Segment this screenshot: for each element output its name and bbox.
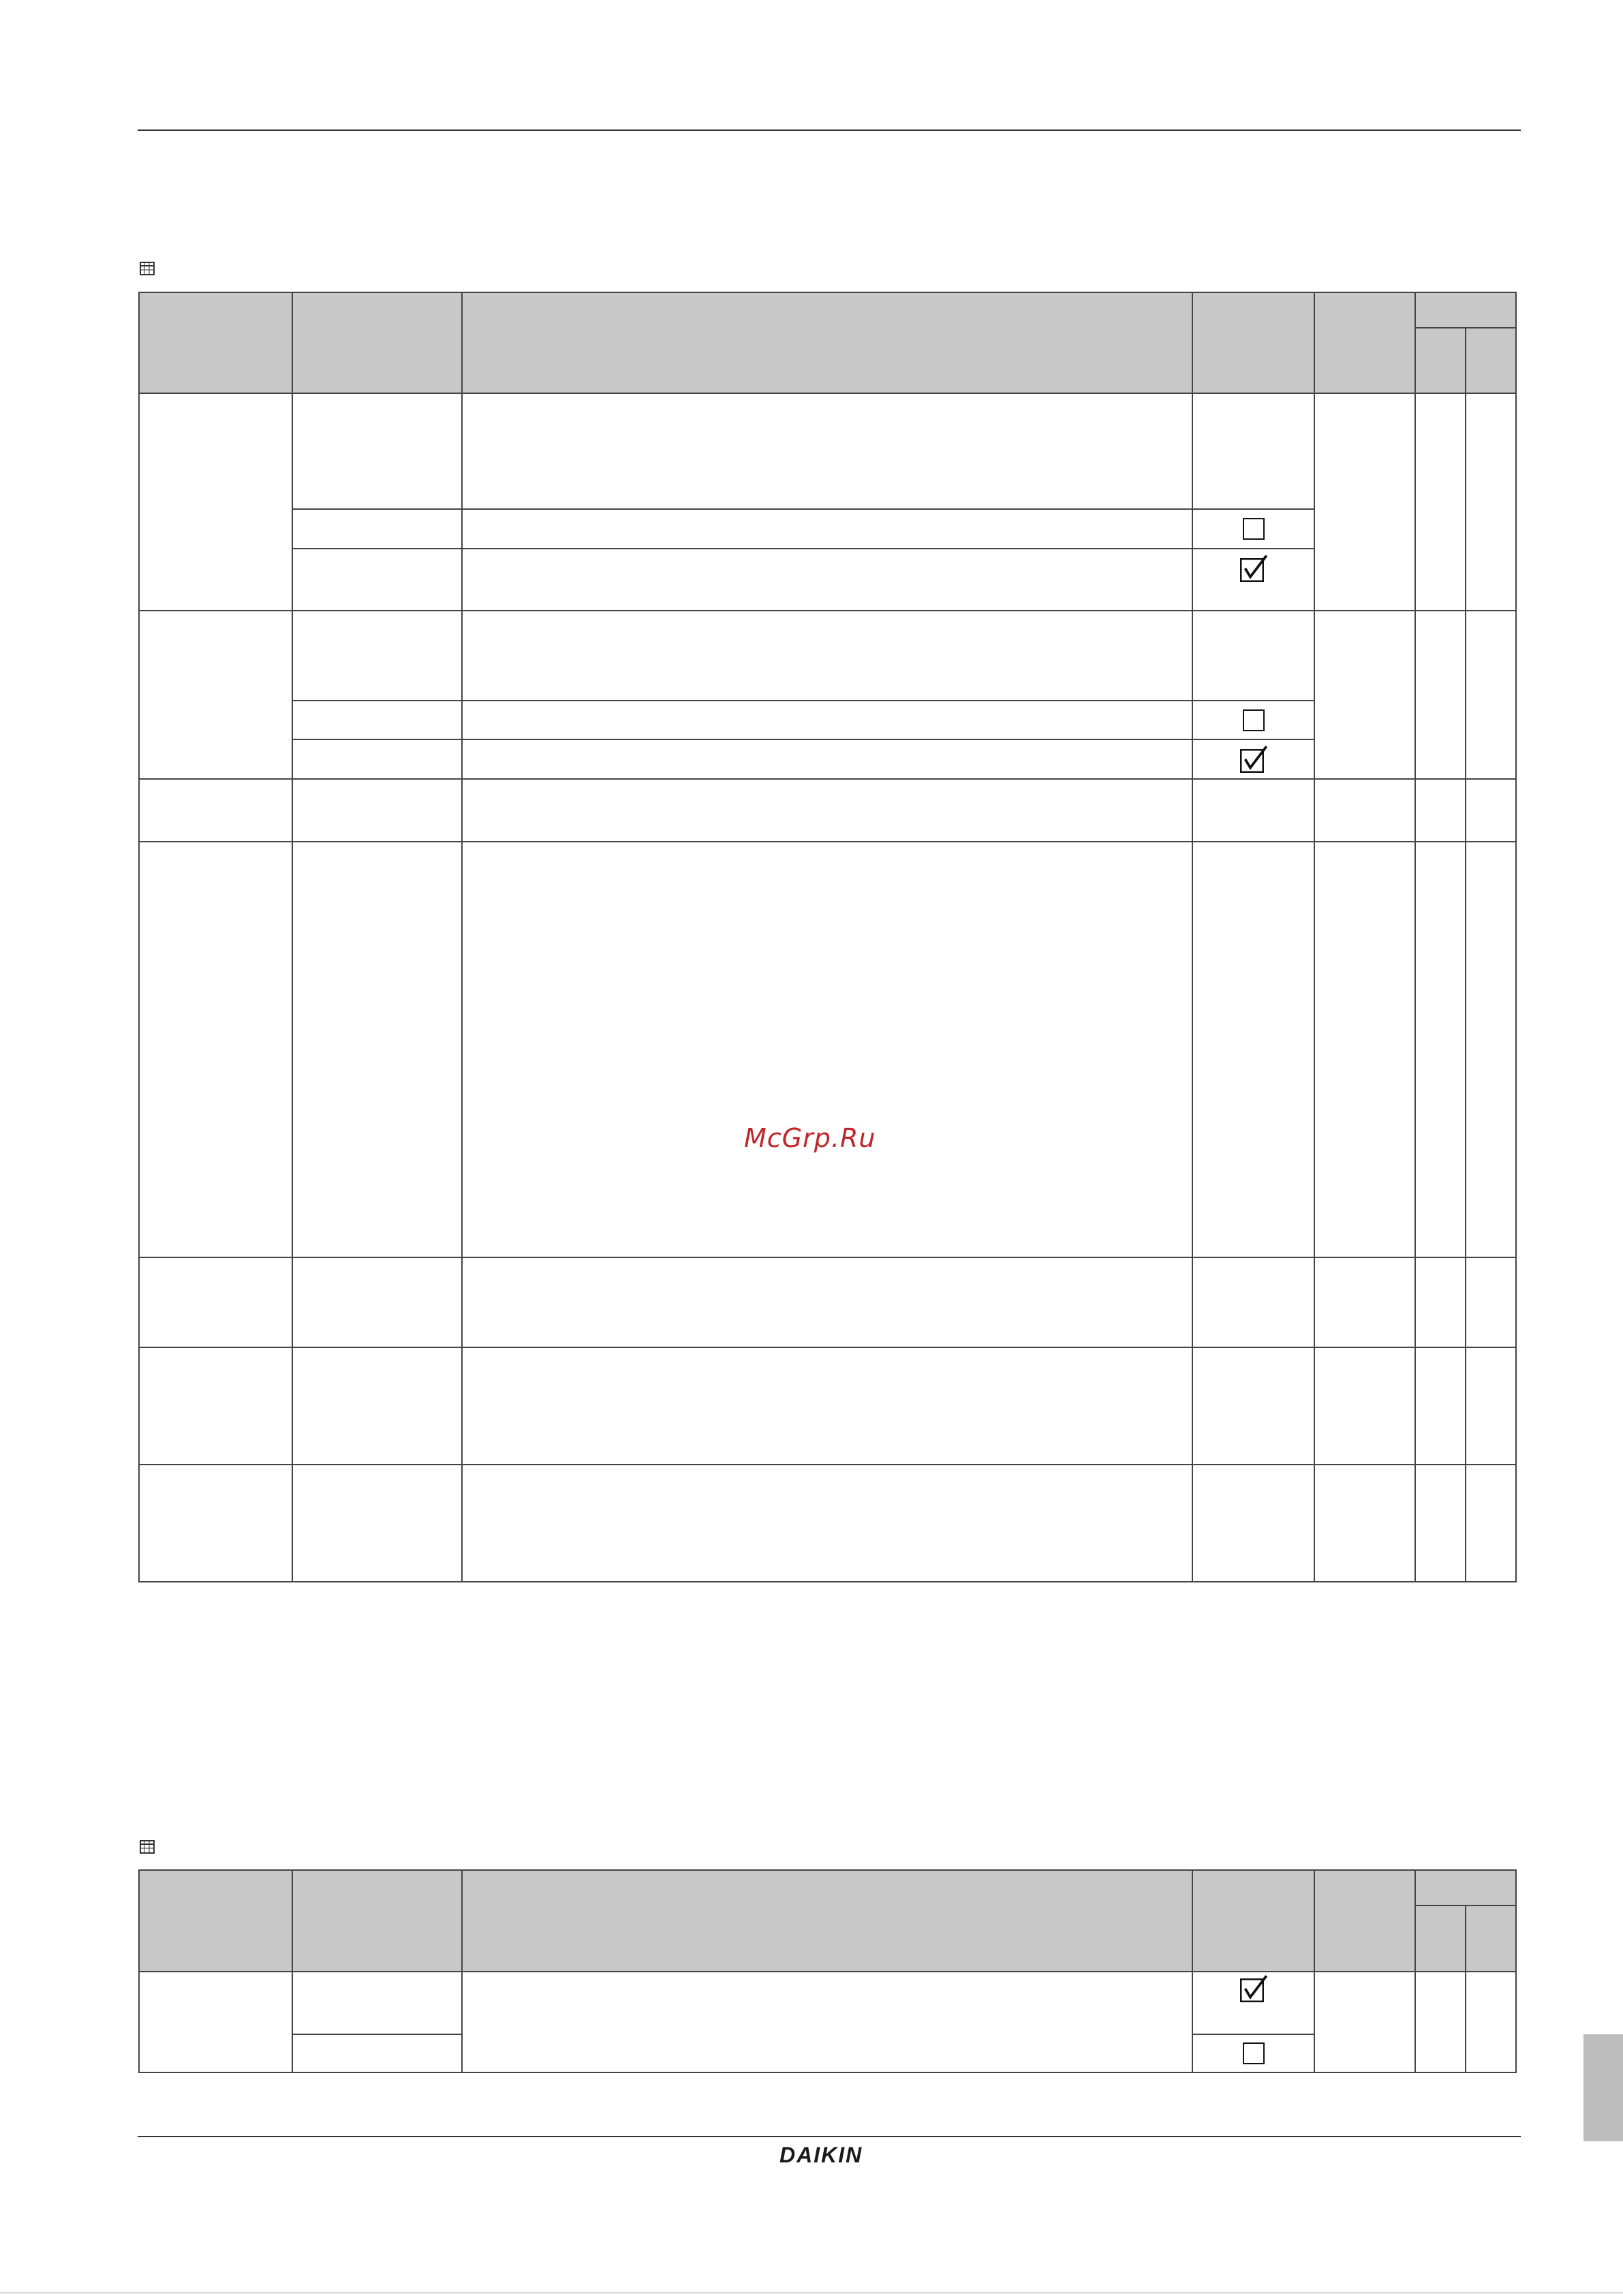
table-cell (1415, 1257, 1466, 1347)
table-cell (462, 1257, 1192, 1347)
header-cell (1192, 1870, 1314, 1972)
table-cell (462, 779, 1192, 842)
table-cell (1415, 1972, 1466, 2072)
table-row (139, 549, 1516, 611)
table-cell (139, 842, 292, 1257)
checkbox-icon (1243, 2042, 1265, 2064)
footer-rule (138, 2136, 1521, 2137)
header-cell (292, 1870, 462, 1972)
table-cell (292, 842, 462, 1257)
header-cell (139, 1870, 292, 1972)
checkbox-checked-icon (1239, 555, 1269, 582)
table-cell (1415, 393, 1466, 611)
table-cell (1314, 842, 1415, 1257)
table-cell (1466, 842, 1516, 1257)
table-cell (1466, 1347, 1516, 1465)
header-cell (292, 292, 462, 393)
checkbox-icon (1243, 709, 1265, 731)
table-cell (462, 739, 1192, 779)
header-cell (1314, 292, 1415, 393)
table-row (139, 509, 1516, 549)
table-row (139, 842, 1516, 1257)
table-cell (292, 509, 462, 549)
table-cell (1192, 1465, 1314, 1582)
header-group-cell (1415, 1870, 1516, 1905)
table-cell (139, 779, 292, 842)
table-cell (1192, 1257, 1314, 1347)
settings-table-1 (138, 292, 1517, 1582)
table-cell (139, 393, 292, 611)
table-cell (1466, 611, 1516, 779)
table-cell (462, 1347, 1192, 1465)
header-cell (462, 292, 1192, 393)
table-cell (1466, 1972, 1516, 2072)
header-cell (1192, 292, 1314, 393)
table-cell (1466, 1257, 1516, 1347)
table-cell (1192, 701, 1314, 739)
table-cell (1192, 2034, 1314, 2072)
table-row (139, 701, 1516, 739)
table-cell (1466, 779, 1516, 842)
table-row (139, 739, 1516, 779)
header-group-cell (1415, 292, 1516, 328)
checkbox-icon (1243, 518, 1265, 540)
table-cell (462, 393, 1192, 509)
table-row (139, 1465, 1516, 1582)
table-row (139, 1347, 1516, 1465)
table-cell (292, 2034, 462, 2072)
table-cell (292, 1257, 462, 1347)
table-cell (1314, 1972, 1415, 2072)
table-cell (1314, 1347, 1415, 1465)
table-cell (292, 779, 462, 842)
chapter-tab (1583, 2034, 1623, 2141)
table-cell (462, 1465, 1192, 1582)
watermark: McGrp.Ru (744, 1123, 876, 1153)
table-row (139, 1257, 1516, 1347)
table-cell (139, 1257, 292, 1347)
settings-table-2 (138, 1869, 1517, 2073)
table-cell (1466, 1465, 1516, 1582)
table-cell (139, 1347, 292, 1465)
table-cell (1415, 842, 1466, 1257)
header-cell (462, 1870, 1192, 1972)
checkbox-checked-icon (1239, 746, 1269, 773)
header-cell (139, 292, 292, 393)
checkbox-checked-icon (1239, 1975, 1269, 2002)
table-cell (292, 393, 462, 509)
table-cell (1192, 509, 1314, 549)
table-cell (1415, 1347, 1466, 1465)
table-cell (1192, 842, 1314, 1257)
header-rule (138, 129, 1521, 131)
table-cell (462, 842, 1192, 1257)
table-row (139, 611, 1516, 701)
header-cell (1314, 1870, 1415, 1972)
table-cell (1192, 779, 1314, 842)
table-icon (140, 262, 155, 275)
table-cell (1415, 1465, 1466, 1582)
table-cell (292, 701, 462, 739)
table-cell (139, 1972, 292, 2072)
table-cell (139, 611, 292, 779)
table-cell (1415, 611, 1466, 779)
daikin-logo: DAIKIN (779, 2143, 863, 2167)
table-cell (1415, 779, 1466, 842)
table-cell (462, 1972, 1192, 2072)
table-cell (1314, 611, 1415, 779)
table-cell (1192, 739, 1314, 779)
table-cell (1192, 1347, 1314, 1465)
table-cell (1466, 393, 1516, 611)
table-cell (292, 611, 462, 701)
table-cell (1314, 1465, 1415, 1582)
table-cell (1314, 393, 1415, 611)
table-cell (462, 701, 1192, 739)
header-subcell (1466, 328, 1516, 393)
table-cell (139, 1465, 292, 1582)
table-cell (1314, 1257, 1415, 1347)
table-cell (1192, 611, 1314, 701)
table-cell (292, 549, 462, 611)
table-cell (1314, 779, 1415, 842)
header-subcell (1415, 1905, 1466, 1972)
header-subcell (1466, 1905, 1516, 1972)
table-row (139, 779, 1516, 842)
header-subcell (1415, 328, 1466, 393)
table-cell (462, 549, 1192, 611)
table-icon (140, 1840, 155, 1854)
table-cell (1192, 549, 1314, 611)
table-cell (292, 1465, 462, 1582)
table-cell (1192, 393, 1314, 509)
table-cell (462, 611, 1192, 701)
table-cell (292, 1972, 462, 2034)
table-row (139, 1972, 1516, 2034)
table-cell (292, 739, 462, 779)
table-cell (462, 509, 1192, 549)
table-cell (1192, 1972, 1314, 2034)
table-cell (292, 1347, 462, 1465)
table-row (139, 393, 1516, 509)
